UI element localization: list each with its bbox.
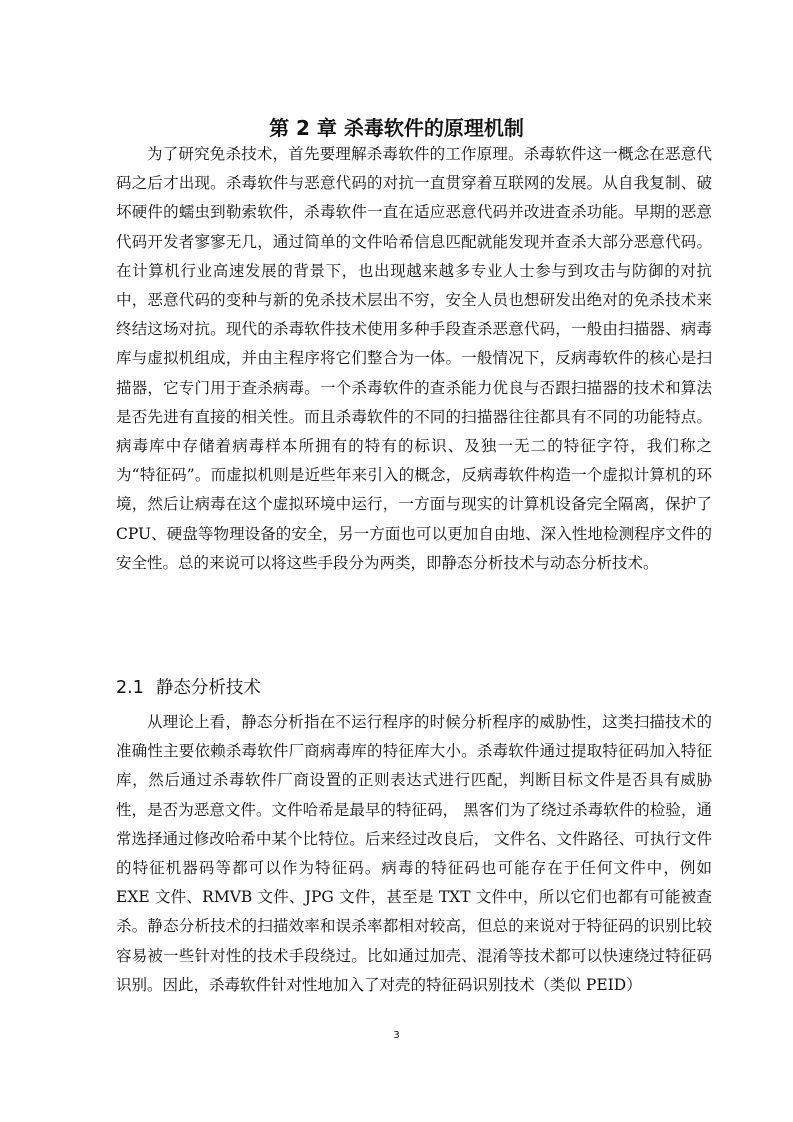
chapter-title: 第 2 章 杀毒软件的原理机制 xyxy=(269,116,524,141)
section-title: 静态分析技术 xyxy=(155,678,261,698)
section-heading xyxy=(116,674,261,702)
section-number: 2.1 xyxy=(116,678,144,698)
intro-paragraph: 为了研究免杀技术，首先要理解杀毒软件的工作原理。杀毒软件这一概念在恶意代码之后才出现。杀毒软件与恶意代码的对抗一直贯穿着互联网的发展。从自我复制、破坏硬件的蠕虫到勒索软件，杀毒软件一直在适应恶意代码并改进查杀功能。早期的恶意代码开发者寥寥无几，通过简单的文件哈希信息匹配就能发现并查杀大部分恶意代码。在计算机行业高速发展的背景下，也出现越来越多专业人士参与到攻击与防御的对抗中，恶意代码的变种与新的免杀技术层出不穷，安全人员也想研发出绝对的免杀技术来终结这场对抗。现代的杀毒软件技术使用多种手段查杀恶意代码，一般由扫描器、病毒库与虚拟机组成，并由主程序将它们整合为一体。一般情况下，反病毒软件的核心是扫描器，它专门用于查杀病毒。一个杀毒软件的查杀能力优良与否跟扫描器的技术和算法是否先进有直接的相关性。而且杀毒软件的不同的扫描器往往都具有不同的功能特点。病毒库中存储着病毒样本所拥有的特有的标识、及独一无二的特征字符，我们称之为“特征码”。而虚拟机则是近些年来引入的概念，反病毒软件构造一个虚拟计算机的环境，然后让病毒在这个虚拟环境中运行，一方面与现实的计算机设备完全隔离，保护了 CPU、硬盘等物理设备的安全，另一方面也可以更加自由地、深入性地检测程序文件的安全性。总的来说可以将这些手段分为两类，即静态分析技术与动态分析技术。 xyxy=(116,145,712,572)
section-paragraph: 从理论上看，静态分析指在不运行程序的时候分析程序的威胁性，这类扫描技术的准确性主要依赖杀毒软件厂商病毒库的特征库大小。杀毒软件通过提取特征码加入特征库，然后通过杀毒软件厂商设置的正则表达式进行匹配，判断目标文件是否具有威胁性，是否为恶意文件。文件哈希是最早的特征码， 黑客们为了绕过杀毒软件的检验，通常选择通过修改哈希中某个比特位。后来经过改良后， 文件名、文件路径、可执行文件的特征机器码等都可以作为特征码。病毒的特征码也可能存在于任何文件中，例如 EXE 文件、RMVB 文件、JPG 文件，甚至是 TXT 文件中，所以它们也都有可能被查杀。静态分析技术的扫描效率和误杀率都相对较高，但总的来说对于特征码的识别比较容易被一些针对性的技术手段绕过。比如通过加壳、混淆等技术都可以快速绕过特征码识别。因此，杀毒软件针对性地加入了对壳的特征码识别技术（类似 PEID） xyxy=(116,713,712,994)
page-number: 3 xyxy=(393,1030,400,1041)
